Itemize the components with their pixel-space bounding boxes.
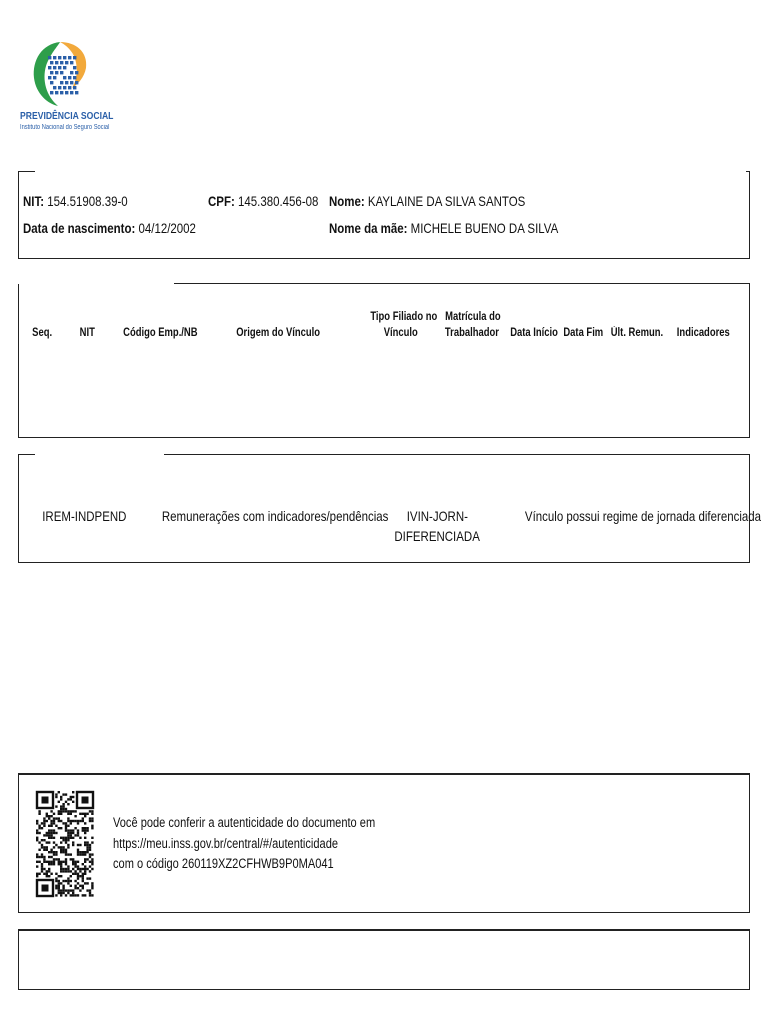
indicator-description: Remunerações com indicadores/pendências [161, 508, 389, 524]
cpf-value: 145.380.456-08 [237, 193, 319, 209]
col-indicadores: Indicadores [676, 327, 730, 339]
col-origem-vinculo: Origem do Vínculo [236, 327, 320, 339]
footer-section [18, 929, 750, 990]
col-codigo-emp: Código Emp./NB [123, 327, 198, 339]
indicator-description: Vínculo possui regime de jornada diferenciada [524, 508, 762, 524]
nome-label: Nome: [329, 193, 365, 209]
col-tipo-filiado: Tipo Filiado no Vínculo [370, 311, 438, 339]
auth-code: com o código 260119XZ2CFHWB9P0MA041 [113, 856, 334, 871]
vinculos-section [18, 283, 750, 438]
authenticity-section [18, 773, 750, 913]
logo-subtitle: Instituto Nacional do Seguro Social [20, 124, 110, 131]
previdencia-emblem-icon [30, 38, 90, 108]
mae-value: MICHELE BUENO DA SILVA [410, 220, 559, 236]
nit-label: NIT: [23, 193, 45, 209]
nit-value: 154.51908.39-0 [47, 193, 128, 209]
col-data-fim: Data Fim [563, 327, 604, 339]
nascimento-value: 04/12/2002 [138, 220, 196, 236]
person-section [18, 171, 750, 259]
col-ult-remun: Últ. Remun. [610, 327, 664, 339]
indicator-code: IVIN-JORN- DIFERENCIADA [394, 508, 480, 544]
col-data-inicio: Data Início [510, 327, 558, 339]
nome-value: KAYLAINE DA SILVA SANTOS [367, 193, 526, 209]
qr-code-icon[interactable] [35, 790, 95, 900]
col-matricula: Matrícula do Trabalhador [445, 311, 501, 339]
previdencia-logo [20, 38, 114, 140]
auth-text-line1: Você pode conferir a autenticidade do documento em [113, 815, 376, 830]
indicator-code: IREM-INDPEND [42, 508, 127, 524]
nascimento-label: Data de nascimento: [23, 220, 136, 236]
logo-title: PREVIDÊNCIA SOCIAL [20, 110, 114, 122]
auth-url[interactable]: https://meu.inss.gov.br/central/#/autenticidade [113, 836, 339, 851]
indicadores-section [18, 454, 762, 563]
cpf-label: CPF: [208, 193, 235, 209]
col-nit: NIT [79, 327, 95, 339]
col-seq: Seq. [32, 327, 52, 339]
mae-label: Nome da mãe: [329, 220, 408, 236]
